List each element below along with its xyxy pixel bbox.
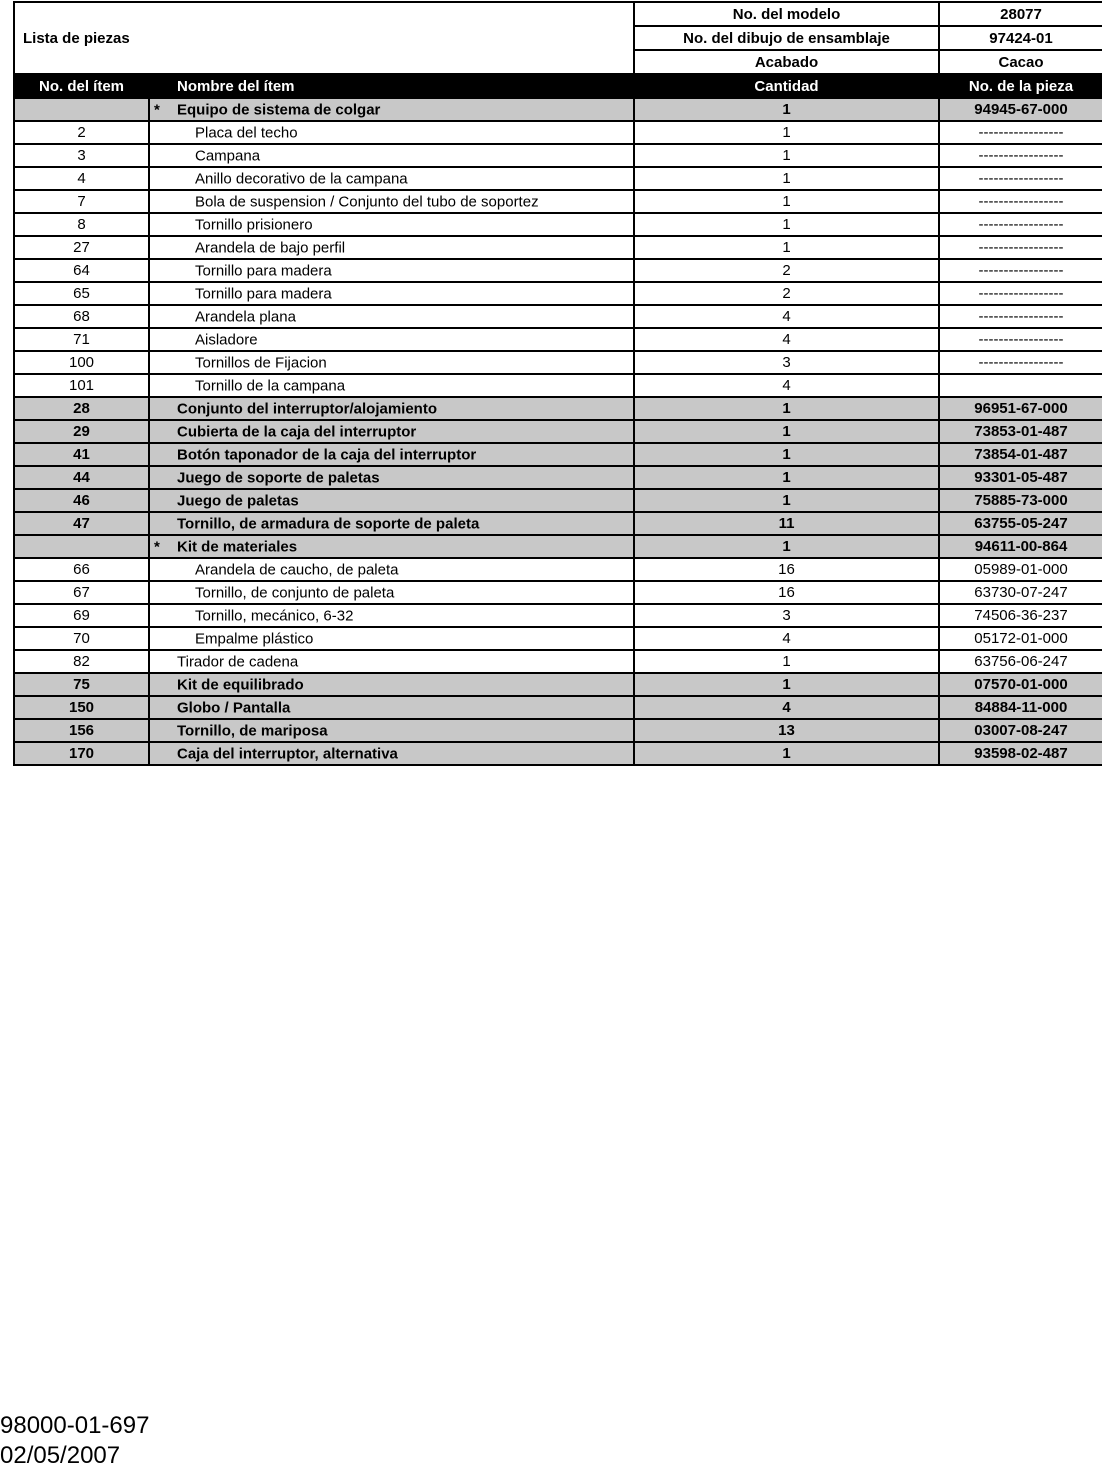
item-number: 47 xyxy=(14,512,149,535)
item-name: Aisladore xyxy=(195,331,258,348)
item-quantity: 1 xyxy=(634,121,939,144)
part-number: 93301-05-487 xyxy=(939,466,1102,489)
column-header-quantity: Cantidad xyxy=(634,74,939,98)
part-number: ----------------- xyxy=(939,121,1102,144)
table-row xyxy=(14,604,1102,627)
item-number: 2 xyxy=(14,121,149,144)
item-name-cell xyxy=(149,696,634,719)
item-name: Cubierta de la caja del interruptor xyxy=(177,423,417,440)
table-row xyxy=(14,466,1102,489)
parts-table xyxy=(13,1,1102,766)
part-number: ----------------- xyxy=(939,213,1102,236)
table-row xyxy=(14,420,1102,443)
item-number xyxy=(14,98,149,121)
table-row xyxy=(14,121,1102,144)
item-quantity: 11 xyxy=(634,512,939,535)
table-row xyxy=(14,535,1102,558)
part-number xyxy=(939,374,1102,397)
item-number: 68 xyxy=(14,305,149,328)
item-name-cell xyxy=(149,328,634,351)
item-name: Tornillo, de conjunto de paleta xyxy=(195,584,395,601)
part-number: 93598-02-487 xyxy=(939,742,1102,765)
item-name: Tornillo para madera xyxy=(195,285,332,302)
table-row xyxy=(14,282,1102,305)
kit-marker: * xyxy=(154,101,160,118)
item-number xyxy=(14,535,149,558)
item-name: Botón taponador de la caja del interruptor xyxy=(177,446,477,463)
item-quantity: 1 xyxy=(634,236,939,259)
item-name-cell xyxy=(149,397,634,420)
item-quantity: 1 xyxy=(634,742,939,765)
item-name: Equipo de sistema de colgar xyxy=(177,101,381,118)
item-number: 71 xyxy=(14,328,149,351)
part-number: ----------------- xyxy=(939,259,1102,282)
item-number: 150 xyxy=(14,696,149,719)
part-number: ----------------- xyxy=(939,190,1102,213)
item-number: 4 xyxy=(14,167,149,190)
item-name: Campana xyxy=(195,147,261,164)
table-row xyxy=(14,673,1102,696)
item-quantity: 1 xyxy=(634,535,939,558)
item-name-cell xyxy=(149,535,634,558)
part-number: ----------------- xyxy=(939,236,1102,259)
column-header-item-no: No. del ítem xyxy=(14,74,149,98)
item-number: 3 xyxy=(14,144,149,167)
item-quantity: 4 xyxy=(634,696,939,719)
item-name: Kit de equilibrado xyxy=(177,676,304,693)
table-row xyxy=(14,305,1102,328)
item-name: Tornillo, de mariposa xyxy=(177,722,328,739)
item-number: 67 xyxy=(14,581,149,604)
item-name-cell xyxy=(149,443,634,466)
item-quantity: 4 xyxy=(634,627,939,650)
item-name-cell xyxy=(149,512,634,535)
part-number: ----------------- xyxy=(939,167,1102,190)
table-row xyxy=(14,351,1102,374)
item-number: 70 xyxy=(14,627,149,650)
part-number: ----------------- xyxy=(939,305,1102,328)
item-name-cell xyxy=(149,673,634,696)
item-name-cell xyxy=(149,581,634,604)
item-quantity: 2 xyxy=(634,259,939,282)
item-name: Placa del techo xyxy=(195,124,298,141)
item-quantity: 1 xyxy=(634,144,939,167)
item-name: Tornillo, de armadura de soporte de paleta xyxy=(177,515,480,532)
part-number: 75885-73-000 xyxy=(939,489,1102,512)
part-number: 73853-01-487 xyxy=(939,420,1102,443)
item-quantity: 4 xyxy=(634,328,939,351)
table-row xyxy=(14,328,1102,351)
item-number: 46 xyxy=(14,489,149,512)
document-footer xyxy=(0,1411,149,1471)
part-number: ----------------- xyxy=(939,144,1102,167)
item-quantity: 1 xyxy=(634,397,939,420)
item-number: 8 xyxy=(14,213,149,236)
item-name: Arandela plana xyxy=(195,308,296,325)
item-number: 28 xyxy=(14,397,149,420)
table-row xyxy=(14,144,1102,167)
part-number: ----------------- xyxy=(939,328,1102,351)
header-row-1 xyxy=(14,2,1102,26)
item-number: 170 xyxy=(14,742,149,765)
item-name-cell xyxy=(149,558,634,581)
table-row xyxy=(14,512,1102,535)
item-name: Tirador de cadena xyxy=(177,653,299,670)
item-name: Kit de materiales xyxy=(177,538,298,555)
part-number: 63730-07-247 xyxy=(939,581,1102,604)
table-row xyxy=(14,696,1102,719)
kit-marker: * xyxy=(154,538,160,555)
table-row xyxy=(14,581,1102,604)
column-header-row xyxy=(14,74,1102,98)
table-row xyxy=(14,98,1102,121)
table-row xyxy=(14,443,1102,466)
item-name: Arandela de bajo perfil xyxy=(195,239,346,256)
item-name-cell xyxy=(149,213,634,236)
item-quantity: 1 xyxy=(634,167,939,190)
item-quantity: 16 xyxy=(634,581,939,604)
item-name-cell xyxy=(149,466,634,489)
table-row xyxy=(14,213,1102,236)
item-quantity: 1 xyxy=(634,650,939,673)
assembly-drawing-value: 97424-01 xyxy=(939,26,1102,50)
finish-label: Acabado xyxy=(634,50,939,74)
item-name: Conjunto del interruptor/alojamiento xyxy=(177,400,437,417)
item-quantity: 1 xyxy=(634,466,939,489)
item-name-cell xyxy=(149,351,634,374)
table-row xyxy=(14,167,1102,190)
item-number: 101 xyxy=(14,374,149,397)
item-quantity: 1 xyxy=(634,673,939,696)
column-header-part-no: No. de la pieza xyxy=(939,74,1102,98)
assembly-drawing-label: No. del dibujo de ensamblaje xyxy=(634,26,939,50)
table-row xyxy=(14,259,1102,282)
item-name: Juego de paletas xyxy=(177,492,299,509)
item-number: 100 xyxy=(14,351,149,374)
table-row xyxy=(14,627,1102,650)
item-name-cell xyxy=(149,144,634,167)
item-number: 29 xyxy=(14,420,149,443)
item-quantity: 4 xyxy=(634,305,939,328)
item-quantity: 3 xyxy=(634,604,939,627)
model-number-value: 28077 xyxy=(939,2,1102,26)
item-name: Tornillo de la campana xyxy=(195,377,346,394)
part-number: 74506-36-237 xyxy=(939,604,1102,627)
item-quantity: 13 xyxy=(634,719,939,742)
item-name-cell xyxy=(149,374,634,397)
item-name: Empalme plástico xyxy=(195,630,314,647)
item-number: 27 xyxy=(14,236,149,259)
item-name: Juego de soporte de paletas xyxy=(177,469,380,486)
item-number: 66 xyxy=(14,558,149,581)
part-number: 94611-00-864 xyxy=(939,535,1102,558)
item-name-cell xyxy=(149,236,634,259)
item-name-cell xyxy=(149,742,634,765)
item-name-cell xyxy=(149,604,634,627)
item-quantity: 1 xyxy=(634,213,939,236)
table-row xyxy=(14,742,1102,765)
table-row xyxy=(14,190,1102,213)
item-name-cell xyxy=(149,121,634,144)
part-number: 73854-01-487 xyxy=(939,443,1102,466)
table-row xyxy=(14,558,1102,581)
item-name-cell xyxy=(149,719,634,742)
item-name: Tornillo, mecánico, 6-32 xyxy=(195,607,354,624)
item-quantity: 1 xyxy=(634,489,939,512)
item-number: 75 xyxy=(14,673,149,696)
item-name: Anillo decorativo de la campana xyxy=(195,170,408,187)
model-number-label: No. del modelo xyxy=(634,2,939,26)
item-number: 64 xyxy=(14,259,149,282)
item-number: 65 xyxy=(14,282,149,305)
item-name-cell xyxy=(149,627,634,650)
document-number: 98000-01-697 xyxy=(0,1412,150,1439)
item-name: Globo / Pantalla xyxy=(177,699,291,716)
table-row xyxy=(14,397,1102,420)
item-number: 156 xyxy=(14,719,149,742)
item-name-cell xyxy=(149,650,634,673)
part-number: 07570-01-000 xyxy=(939,673,1102,696)
column-header-item-name: Nombre del ítem xyxy=(149,74,634,98)
item-quantity: 1 xyxy=(634,443,939,466)
table-row xyxy=(14,719,1102,742)
part-number: 05172-01-000 xyxy=(939,627,1102,650)
part-number: 63756-06-247 xyxy=(939,650,1102,673)
table-row xyxy=(14,374,1102,397)
item-name-cell xyxy=(149,489,634,512)
part-number: 05989-01-000 xyxy=(939,558,1102,581)
item-name-cell xyxy=(149,98,634,121)
item-name: Tornillos de Fijacion xyxy=(195,354,327,371)
parts-list-sheet xyxy=(13,1,1102,766)
page-title: Lista de piezas xyxy=(14,2,634,74)
item-quantity: 2 xyxy=(634,282,939,305)
finish-value: Cacao xyxy=(939,50,1102,74)
table-row xyxy=(14,650,1102,673)
item-number: 7 xyxy=(14,190,149,213)
document-date: 02/05/2007 xyxy=(0,1442,121,1469)
part-number: 63755-05-247 xyxy=(939,512,1102,535)
item-name: Caja del interruptor, alternativa xyxy=(177,745,398,762)
part-number: ----------------- xyxy=(939,351,1102,374)
item-name-cell xyxy=(149,420,634,443)
item-name-cell xyxy=(149,190,634,213)
item-name-cell xyxy=(149,167,634,190)
item-name: Bola de suspension / Conjunto del tubo de soportez xyxy=(195,193,539,210)
item-name-cell xyxy=(149,259,634,282)
part-number: 94945-67-000 xyxy=(939,98,1102,121)
item-name: Tornillo prisionero xyxy=(195,216,313,233)
part-number: 96951-67-000 xyxy=(939,397,1102,420)
item-name: Arandela de caucho, de paleta xyxy=(195,561,399,578)
item-quantity: 16 xyxy=(634,558,939,581)
part-number: ----------------- xyxy=(939,282,1102,305)
table-row xyxy=(14,236,1102,259)
item-quantity: 1 xyxy=(634,98,939,121)
item-number: 41 xyxy=(14,443,149,466)
item-quantity: 4 xyxy=(634,374,939,397)
part-number: 84884-11-000 xyxy=(939,696,1102,719)
item-quantity: 1 xyxy=(634,190,939,213)
item-name-cell xyxy=(149,282,634,305)
item-quantity: 3 xyxy=(634,351,939,374)
table-row xyxy=(14,489,1102,512)
item-quantity: 1 xyxy=(634,420,939,443)
item-number: 82 xyxy=(14,650,149,673)
item-name-cell xyxy=(149,305,634,328)
part-number: 03007-08-247 xyxy=(939,719,1102,742)
item-number: 44 xyxy=(14,466,149,489)
item-name: Tornillo para madera xyxy=(195,262,332,279)
item-number: 69 xyxy=(14,604,149,627)
